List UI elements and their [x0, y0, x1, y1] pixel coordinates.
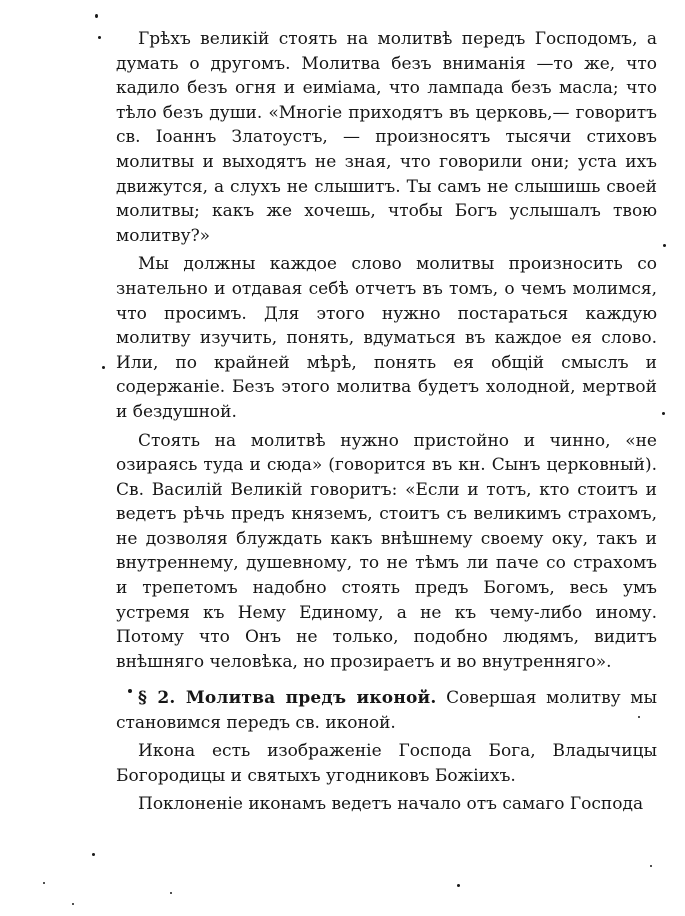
section-heading: § 2. Молитва предъ иконой. [138, 688, 437, 708]
main-text [116, 27, 657, 674]
scan-speck [95, 14, 98, 18]
section-block [116, 686, 657, 817]
scan-speck [638, 716, 640, 718]
section-text: Совершая молитву мы становимся передъ св. иконой. [116, 688, 657, 733]
paragraph-icon-definition: Икона есть изображеніе Господа Бога, Владычицы Богородицы и святыхъ угодниковъ Божіихъ. [116, 741, 657, 786]
scan-speck [663, 244, 666, 247]
paragraph-icon-veneration: Поклоненіе иконамъ ведетъ начало отъ самаго Господа [138, 794, 644, 815]
paragraph-1: Грѣхъ великій стоять на молитвѣ передъ Господомъ, а думать о другомъ. Молитва безъ вниманія —то же, что кадило безъ огня и еиміама, что лампада безъ масла; что тѣло безъ души. «Многіе приходятъ въ церковь,— говоритъ св. Іоаннъ Златоустъ, — произносятъ тысячи стиховъ молитвы и выходятъ не зная, что говорили они; уста ихъ движутся, а слухъ не слышитъ. Ты самъ не слышишь своей молитвы; какъ же хочешь, чтобы Богъ услышалъ твою молитву?» [116, 29, 657, 246]
scan-speck [662, 412, 665, 415]
scan-speck [457, 884, 460, 887]
scan-speck [170, 892, 172, 894]
paragraph-2: Мы должны каждое слово молитвы произносить со знательно и отдавая себѣ отчетъ въ томъ, о чемъ молимся, что просимъ. Для этого нужно постараться каждую молитву изучить, понять, вдуматься въ каждое ея слово. Или, по крайней мѣрѣ, понять ея общій смыслъ и содержаніе. Безъ этого молитва будетъ холодной, мертвой и бездушной. [116, 254, 657, 422]
scan-speck [102, 366, 105, 369]
scan-speck [92, 853, 95, 856]
scan-speck [72, 903, 74, 905]
scan-speck [650, 865, 652, 867]
section-2-paragraph [116, 686, 657, 735]
scan-speck [43, 882, 45, 884]
scan-speck [128, 689, 132, 693]
paragraph-3: Стоять на молитвѣ нужно пристойно и чинно, «не озираясь туда и сюда» (говорится въ кн. Сынъ церковный). Св. Василій Великій говоритъ: «Если и тотъ, кто стоитъ и ведетъ рѣчь предъ княземъ, стоитъ съ великимъ страхомъ, не дозволяя блуждать какъ внѣшнему своему оку, такъ и внутреннему, душевному, то не тѣмъ ли паче со страхомъ и трепетомъ надобно стоять предъ Богомъ, весь умъ устремя къ Нему Единому, а не къ чему-либо иному. Потому что Онъ не только, подобно людямъ, видитъ внѣшняго человѣка, но прозираетъ и во внутренняго». [116, 430, 657, 672]
scan-speck [98, 36, 101, 39]
